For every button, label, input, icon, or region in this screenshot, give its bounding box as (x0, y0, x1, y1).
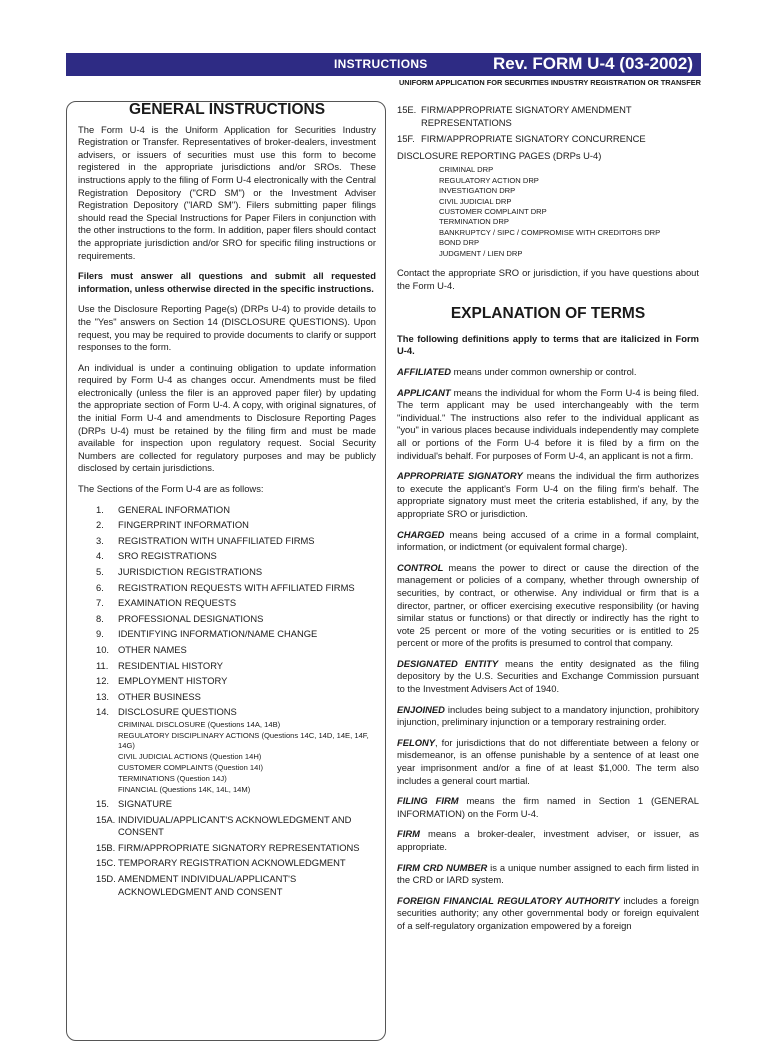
section-number: 7. (96, 597, 104, 609)
section-item (78, 798, 376, 811)
section-title: EMPLOYMENT HISTORY (118, 675, 228, 687)
section-title: REGISTRATION REQUESTS WITH AFFILIATED FIRMS (118, 581, 355, 593)
section-item (78, 644, 376, 657)
drp-list (439, 165, 699, 259)
general-paragraph-3: Use the Disclosure Reporting Page(s) (DRPs U-4) to provide details to the "Yes" answers on Section 14 (DISCLOSURE QUESTIONS). Upon request, you may be required to provide documents to clarify or support responses to the form. (78, 303, 376, 353)
term-definition (397, 862, 699, 887)
section-number: 2. (96, 519, 104, 531)
terms-list (397, 366, 699, 933)
term-name: CONTROL (397, 561, 444, 573)
term-name: ENJOINED (397, 703, 445, 715)
section-number: 4. (96, 550, 104, 562)
term-name: FILING FIRM (397, 795, 459, 807)
right-column (397, 104, 699, 941)
section-item (78, 519, 376, 532)
general-paragraph-5: The Sections of the Form U-4 are as follows: (78, 483, 264, 495)
term-definition (397, 737, 699, 787)
section-item (78, 842, 376, 855)
section-title: OTHER NAMES (118, 643, 187, 655)
section-item (78, 613, 376, 626)
term-name: CHARGED (397, 528, 445, 540)
section-item (78, 873, 376, 898)
disclosure-subitem: FINANCIAL (Questions 14K, 14L, 14M) (118, 784, 251, 794)
term-definition (397, 704, 699, 729)
left-column (78, 101, 376, 901)
disclosure-questions-block (118, 706, 376, 795)
item-number: 15F. (397, 133, 415, 145)
drp-item: JUDGMENT / LIEN DRP (439, 248, 523, 258)
section-item (78, 582, 376, 595)
section-title: AMENDMENT INDIVIDUAL/APPLICANT'S ACKNOWLEDGMENT AND CONSENT (118, 872, 297, 897)
term-text: is a unique number assigned to each firm listed in the CRD or IARD system. (397, 861, 700, 886)
section-title: PROFESSIONAL DESIGNATIONS (118, 612, 264, 624)
section-title: INDIVIDUAL/APPLICANT'S ACKNOWLEDGMENT AND CONSENT (118, 813, 352, 838)
section-item (78, 628, 376, 641)
section-number: 9. (96, 628, 104, 640)
term-definition (397, 828, 699, 853)
drp-item: REGULATORY ACTION DRP (439, 175, 539, 185)
section-item (78, 706, 376, 795)
section-number: 15C. (96, 857, 116, 869)
drp-item: BANKRUPTCY / SIPC / COMPROMISE WITH CREDITORS DRP (439, 227, 661, 237)
section-item (78, 814, 376, 839)
form-revision: Rev. FORM U-4 (03-2002) (493, 54, 693, 73)
disclosure-subitem: CUSTOMER COMPLAINTS (Question 14I) (118, 762, 264, 772)
section-title: SIGNATURE (118, 797, 172, 809)
general-paragraph-1: The Form U-4 is the Uniform Application for Securities Industry Registration or Transfer. Representatives of broker-dealers, investment advisers, or issuers of securities must use this form to become registered in the appropriate jurisdictions and/or SROs. These instructions apply to the filing of Form U-4 electronically with the Central Registration Depository ("CRD SM") or the Investment Adviser Registration Depository ("IARD SM"). Filers submitting paper filings should read the Special Instructions for Paper Filers in conjunction with the other instructions to the form. In addition, paper filers should contact the appropriate jurisdiction and/or SRO for specific filing instructions or requirements. (78, 123, 376, 261)
signature-item (397, 133, 699, 146)
section-title: GENERAL INFORMATION (118, 503, 230, 515)
section-item (78, 660, 376, 673)
term-definition (397, 895, 699, 933)
section-title: OTHER BUSINESS (118, 690, 201, 702)
term-definition (397, 470, 699, 520)
section-item (78, 675, 376, 688)
header-subtitle: UNIFORM APPLICATION FOR SECURITIES INDUSTRY REGISTRATION OR TRANSFER (398, 78, 701, 87)
item-title: FIRM/APPROPRIATE SIGNATORY AMENDMENT REPRESENTATIONS (421, 104, 632, 128)
section-item (78, 597, 376, 610)
term-text: means the entity designated as the filing depository by the U.S. Securities and Exchange Commission pursuant to the Investment Advisers Act of 1940. (397, 657, 699, 695)
section-number: 10. (96, 643, 110, 655)
term-name: FIRM (397, 828, 420, 840)
section-number: 1. (96, 503, 104, 515)
term-definition (397, 795, 699, 820)
section-number: 15. (96, 797, 110, 809)
header-label: INSTRUCTIONS (334, 57, 428, 71)
disclosure-subitem: REGULATORY DISCIPLINARY ACTIONS (Questions 14C, 14D, 14E, 14F, 14G) (118, 730, 369, 750)
signature-item (397, 104, 699, 129)
term-name: APPLICANT (397, 386, 451, 398)
general-paragraph-2: Filers must answer all questions and submit all requested information, unless otherwise directed in the specific instructions. (78, 270, 376, 294)
section-title: FIRM/APPROPRIATE SIGNATORY REPRESENTATIONS (118, 841, 360, 853)
term-name: APPROPRIATE SIGNATORY (397, 470, 523, 482)
sections-list (78, 504, 376, 898)
term-text: means the power to direct or cause the direction of the management or policies of a company, whether through ownership of securities, by contract, or otherwise. Any individual or firm that is a director, partner, or officer exercising executive responsibility (or having similar status or functions) or that directly or indirectly has the right to vote 25 percent or more of the voting securities or is entitled to 25 percent or more of the profits is presumed to control that company. (397, 561, 699, 649)
section-title: DISCLOSURE QUESTIONS (118, 706, 237, 718)
section-number: 12. (96, 675, 110, 687)
section-item (78, 535, 376, 548)
term-name: FOREIGN FINANCIAL REGULATORY AUTHORITY (397, 894, 620, 906)
drp-item: CRIMINAL DRP (439, 165, 494, 175)
term-definition (397, 387, 699, 463)
section-title: JURISDICTION REGISTRATIONS (118, 566, 263, 577)
section-number: 11. (96, 659, 109, 671)
term-text: means under common ownership or control. (450, 366, 637, 377)
drp-item: CIVIL JUDICIAL DRP (439, 196, 512, 206)
section-item (78, 566, 376, 579)
section-number: 3. (96, 534, 104, 546)
term-text: , for jurisdictions that do not differentiate between a felony or misdemeanor, is an offense punishable by a sentence of at least one year imprisonment and/or a fine of at least $1,000. The term also includes a general court martial. (397, 736, 699, 786)
header-banner (66, 53, 701, 76)
section-number: 8. (96, 612, 104, 624)
section-number: 14. (96, 706, 110, 718)
drp-item: CUSTOMER COMPLAINT DRP (439, 207, 547, 216)
term-definition (397, 658, 699, 696)
section-title: FINGERPRINT INFORMATION (118, 519, 249, 531)
section-number: 15B. (96, 841, 116, 853)
section-item (78, 857, 376, 870)
section-item (78, 691, 376, 704)
item-title: FIRM/APPROPRIATE SIGNATORY CONCURRENCE (421, 133, 646, 145)
drp-item: TERMINATION DRP (439, 217, 509, 227)
term-text: means the individual for whom the Form U-4 is being filed. The term applicant may be used interchangeably with the term "individual." The instructions also refer to the individual applicant as "you" in various places because individuals independently may complete all or portions of the Form U-4 before it is filed by a firm on the individual's behalf. For purposes of Form U-4, an applicant is not a firm. (397, 386, 699, 461)
general-instructions-title: GENERAL INSTRUCTIONS (128, 101, 326, 118)
term-text: includes a foreign securities authority; any other governmental body or foreign equivalent of a self-regulatory organization empowered by a foreign (397, 894, 699, 931)
disclosure-subitem: CIVIL JUDICIAL ACTIONS (Question 14H) (118, 751, 262, 761)
section-title: REGISTRATION WITH UNAFFILIATED FIRMS (118, 534, 315, 546)
general-paragraph-4: An individual is under a continuing obligation to update information required by Form U-4 as changes occur. Amendments must be filed electronically (unless the filer is an approved paper filer) by updating the appropriate section of Form U-4. A copy, with original signatures, of the initial Form U-4 and amendments to Disclosure Reporting Pages (DRPs U-4) must be retained by the filing firm and must be made available for inspection upon regulatory request. Social Security Numbers are collected for regulatory purposes and may be publicly disclosed by certain jurisdictions. (78, 361, 376, 474)
term-text: includes being subject to a mandatory injunction, prohibitory injunction, preliminary injunction or a temporary restraining order. (397, 703, 699, 728)
contact-paragraph: Contact the appropriate SRO or jurisdiction, if you have questions about the Form U-4. (397, 267, 699, 291)
term-definition (397, 529, 699, 554)
section-title: IDENTIFYING INFORMATION/NAME CHANGE (118, 628, 318, 640)
term-name: DESIGNATED ENTITY (397, 657, 499, 669)
disclosure-subitem: CRIMINAL DISCLOSURE (Questions 14A, 14B) (118, 719, 281, 729)
signature-items (397, 104, 699, 146)
section-title: SRO REGISTRATIONS (118, 550, 217, 562)
section-title: RESIDENTIAL HISTORY (118, 659, 224, 671)
section-number: 5. (96, 566, 104, 577)
section-number: 6. (96, 581, 104, 593)
term-definition (397, 366, 699, 379)
item-number: 15E. (397, 104, 417, 115)
term-text: means a broker-dealer, investment adviser, or issuer, as appropriate. (397, 828, 699, 852)
term-text: means the individual the firm authorizes to execute the applicant's Form U-4 on the filing firm's behalf. The appropriate signatory must meet the criteria established, if any, by the appropriate SRO or jurisdiction. (397, 470, 699, 519)
terms-intro: The following definitions apply to terms that are italicized in Form U-4. (397, 332, 699, 357)
term-name: FELONY (397, 736, 436, 748)
drp-item: INVESTIGATION DRP (439, 186, 516, 196)
term-name: FIRM CRD NUMBER (397, 861, 488, 873)
section-number: 15D. (96, 872, 116, 884)
section-item (78, 550, 376, 563)
section-title: EXAMINATION REQUESTS (118, 597, 237, 609)
section-title: TEMPORARY REGISTRATION ACKNOWLEDGMENT (118, 857, 346, 869)
section-item (78, 504, 376, 517)
drp-item: BOND DRP (439, 238, 480, 248)
term-text: means the firm named in Section 1 (GENERAL INFORMATION) on the Form U-4. (397, 795, 699, 819)
explanation-of-terms-title: EXPLANATION OF TERMS (450, 305, 646, 323)
section-number: 13. (96, 690, 110, 702)
term-text: means being accused of a crime in a formal complaint, information, or indictment (or equivalent formal charge). (397, 528, 699, 553)
term-name: AFFILIATED (397, 366, 451, 377)
disclosure-subitem: TERMINATIONS (Question 14J) (118, 773, 227, 783)
term-definition (397, 562, 699, 650)
drp-title: DISCLOSURE REPORTING PAGES (DRPs U-4) (397, 149, 602, 161)
section-number: 15A. (96, 813, 116, 825)
